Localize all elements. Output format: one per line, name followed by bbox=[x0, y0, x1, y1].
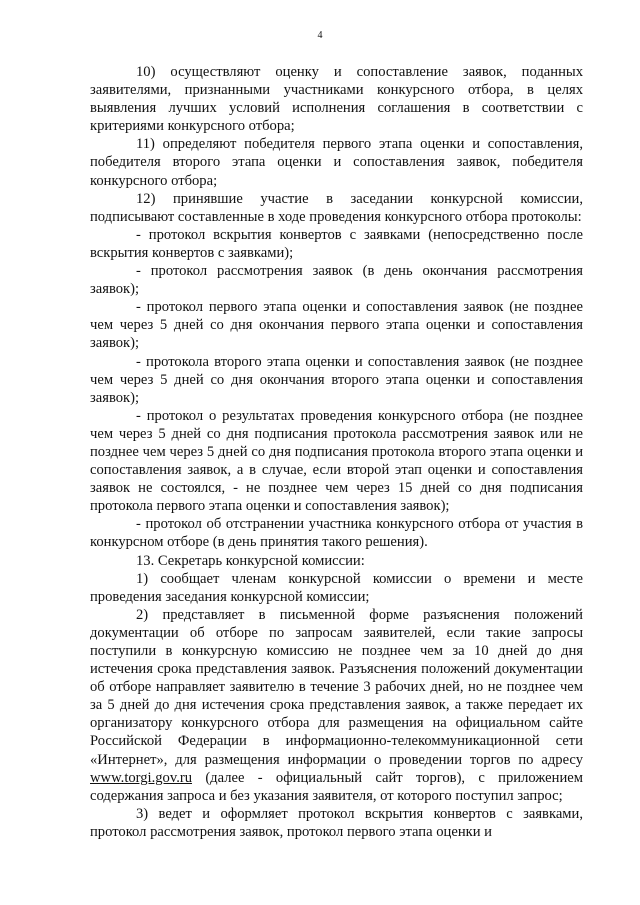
paragraph-item-11: 11) определяют победителя первого этапа оценки и сопоставления, победителя второго этапа оценки и сопоставления заявок, победителя конкурсного отбора; bbox=[90, 136, 583, 189]
secretary-duty-2-text-end: (далее - официальный сайт торгов), с приложением содержания запроса и без указания заявителя, от которого поступил запрос; bbox=[90, 769, 583, 804]
protocol-item-first-stage: - протокол первого этапа оценки и сопоставления заявок (не позднее чем через 5 дней со дня окончания первого этапа оценки и сопоставления заявок); bbox=[90, 299, 583, 352]
protocol-item-opening: - протокол вскрытия конвертов с заявками (непосредственно после вскрытия конвертов с заявками); bbox=[90, 226, 583, 261]
torgi-link[interactable]: www.torgi.gov.ru bbox=[90, 769, 193, 786]
section-13-heading: 13. Секретарь конкурсной комиссии: bbox=[136, 552, 365, 569]
paragraph-item-10: 10) осуществляют оценку и сопоставление заявок, поданных заявителями, признанными участниками конкурсного отбора, в целях выявления лучших условий исполнения соглашения в соответствии с критериями конкурсного отбора; bbox=[90, 64, 583, 135]
document-body bbox=[90, 63, 583, 841]
page-number: 4 bbox=[317, 30, 323, 41]
secretary-duty-2 bbox=[90, 606, 583, 805]
protocol-item-results: - протокол о результатах проведения конкурсного отбора (не позднее чем через 5 дней со дня подписания протокола рассмотрения заявок или не позднее чем через 5 дней со дня подписания протокола второго этапа оценки и сопоставления заявок, а в случае, если второй этап оценки и сопоставления заявок не состоялся, - не позднее чем через 15 дней со дня подписания протокола первого этапа оценки и сопоставления заявок); bbox=[90, 407, 583, 515]
secretary-duty-3: 3) ведет и оформляет протокол вскрытия конвертов с заявками, протокол рассмотрения заявок, протокол первого этапа оценки и bbox=[90, 805, 583, 840]
protocol-item-second-stage: - протокола второго этапа оценки и сопоставления заявок (не позднее чем через 5 дней со дня окончания второго этапа оценки и сопоставления заявок); bbox=[90, 353, 583, 406]
secretary-duty-2-text: 2) представляет в письменной форме разъяснения положений документации об отборе по запросам заявителей, если такие запросы поступили в конкурсную комиссию не позднее чем за 10 дней до дня истечения срока представления заявок. Разъяснения положений документации об отборе направляет заявителю в течение 3 рабочих дней, но не позднее чем за 5 дней до дня истечения срока представления заявок, а также передает их организатору конкурсного отбора для размещения на официальном сайте Российской Федерации в информационно-телекоммуникационной сети «Интернет», для размещения информации о проведении торгов по адресу bbox=[90, 606, 583, 768]
paragraph-item-12: 12) принявшие участие в заседании конкурсной комиссии, подписывают составленные в ходе проведения конкурсного отбора протоколы: bbox=[90, 190, 583, 225]
secretary-duty-1: 1) сообщает членам конкурсной комиссии о времени и месте проведения заседания конкурсной комиссии; bbox=[90, 570, 583, 605]
protocol-item-removal: - протокол об отстранении участника конкурсного отбора от участия в конкурсном отборе (в день принятия такого решения). bbox=[90, 516, 583, 551]
protocol-item-review: - протокол рассмотрения заявок (в день окончания рассмотрения заявок); bbox=[90, 263, 583, 298]
